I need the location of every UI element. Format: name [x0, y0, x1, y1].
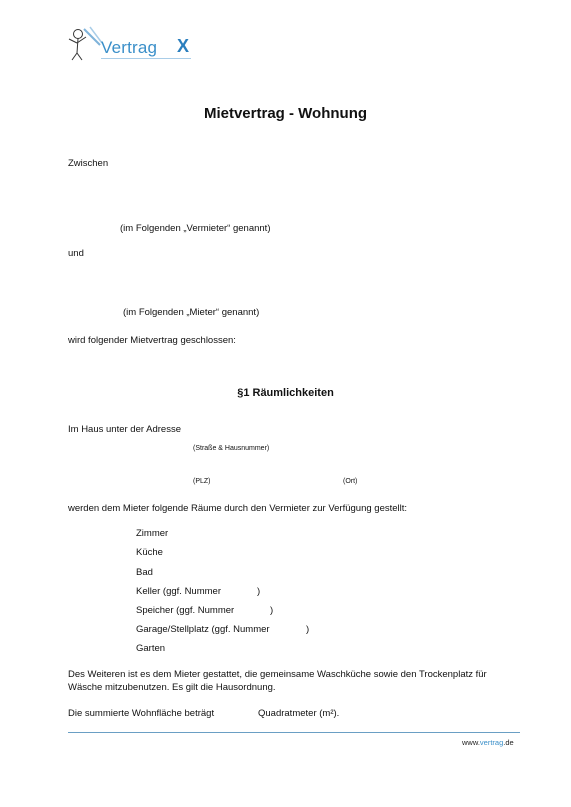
list-item: Bad [136, 567, 153, 578]
list-item: Garten [136, 643, 166, 654]
area-unit: Quadratmeter (m²). [258, 708, 340, 719]
list-item: Keller (ggf. Nummer [136, 586, 221, 597]
laundry-line-2: Wäsche mitzubenutzen. Es gilt die Hausordnung. [68, 682, 276, 693]
list-item: Zimmer [136, 528, 169, 539]
list-item-close: ) [257, 586, 261, 597]
logo-x-mark: X [177, 36, 190, 56]
list-item: Küche [136, 547, 163, 558]
logo-wordmark: Vertrag [101, 38, 158, 57]
list-item-close: ) [270, 605, 274, 616]
tenant-note: (im Folgenden „Mieter“ genannt) [123, 307, 260, 318]
document-title: Mietvertrag - Wohnung [203, 105, 368, 122]
zip-label: (PLZ) [193, 478, 211, 485]
landlord-note: (im Folgenden „Vermieter“ genannt) [120, 223, 271, 234]
footer-url-suffix: .de [503, 738, 514, 747]
footer-divider [68, 732, 520, 733]
logo-underline [101, 58, 191, 59]
between-label: Zwischen [68, 158, 109, 169]
concluded-line: wird folgender Mietvertrag geschlossen: [68, 335, 236, 346]
list-item: Garage/Stellplatz (ggf. Nummer [136, 624, 270, 635]
rooms-intro: werden dem Mieter folgende Räume durch den Vermieter zur Verfügung gestellt: [68, 503, 408, 514]
laundry-line-1: Des Weiteren ist es dem Mieter gestattet, die gemeinsame Waschküche sowie den Trockenplatz für [68, 669, 487, 680]
list-item: Speicher (ggf. Nummer [136, 605, 235, 616]
street-label: (Straße & Hausnummer) [193, 445, 270, 452]
footer-url-domain: vertrag [479, 738, 504, 747]
section-heading: §1 Räumlichkeiten [237, 387, 334, 399]
footer-url[interactable] [462, 738, 514, 747]
address-intro: Im Haus unter der Adresse [68, 424, 181, 435]
city-label: (Ort) [343, 478, 358, 485]
footer-url-prefix: www. [462, 738, 480, 747]
list-item-close: ) [306, 624, 310, 635]
area-label: Die summierte Wohnfläche beträgt [68, 708, 215, 719]
and-label: und [68, 248, 84, 259]
